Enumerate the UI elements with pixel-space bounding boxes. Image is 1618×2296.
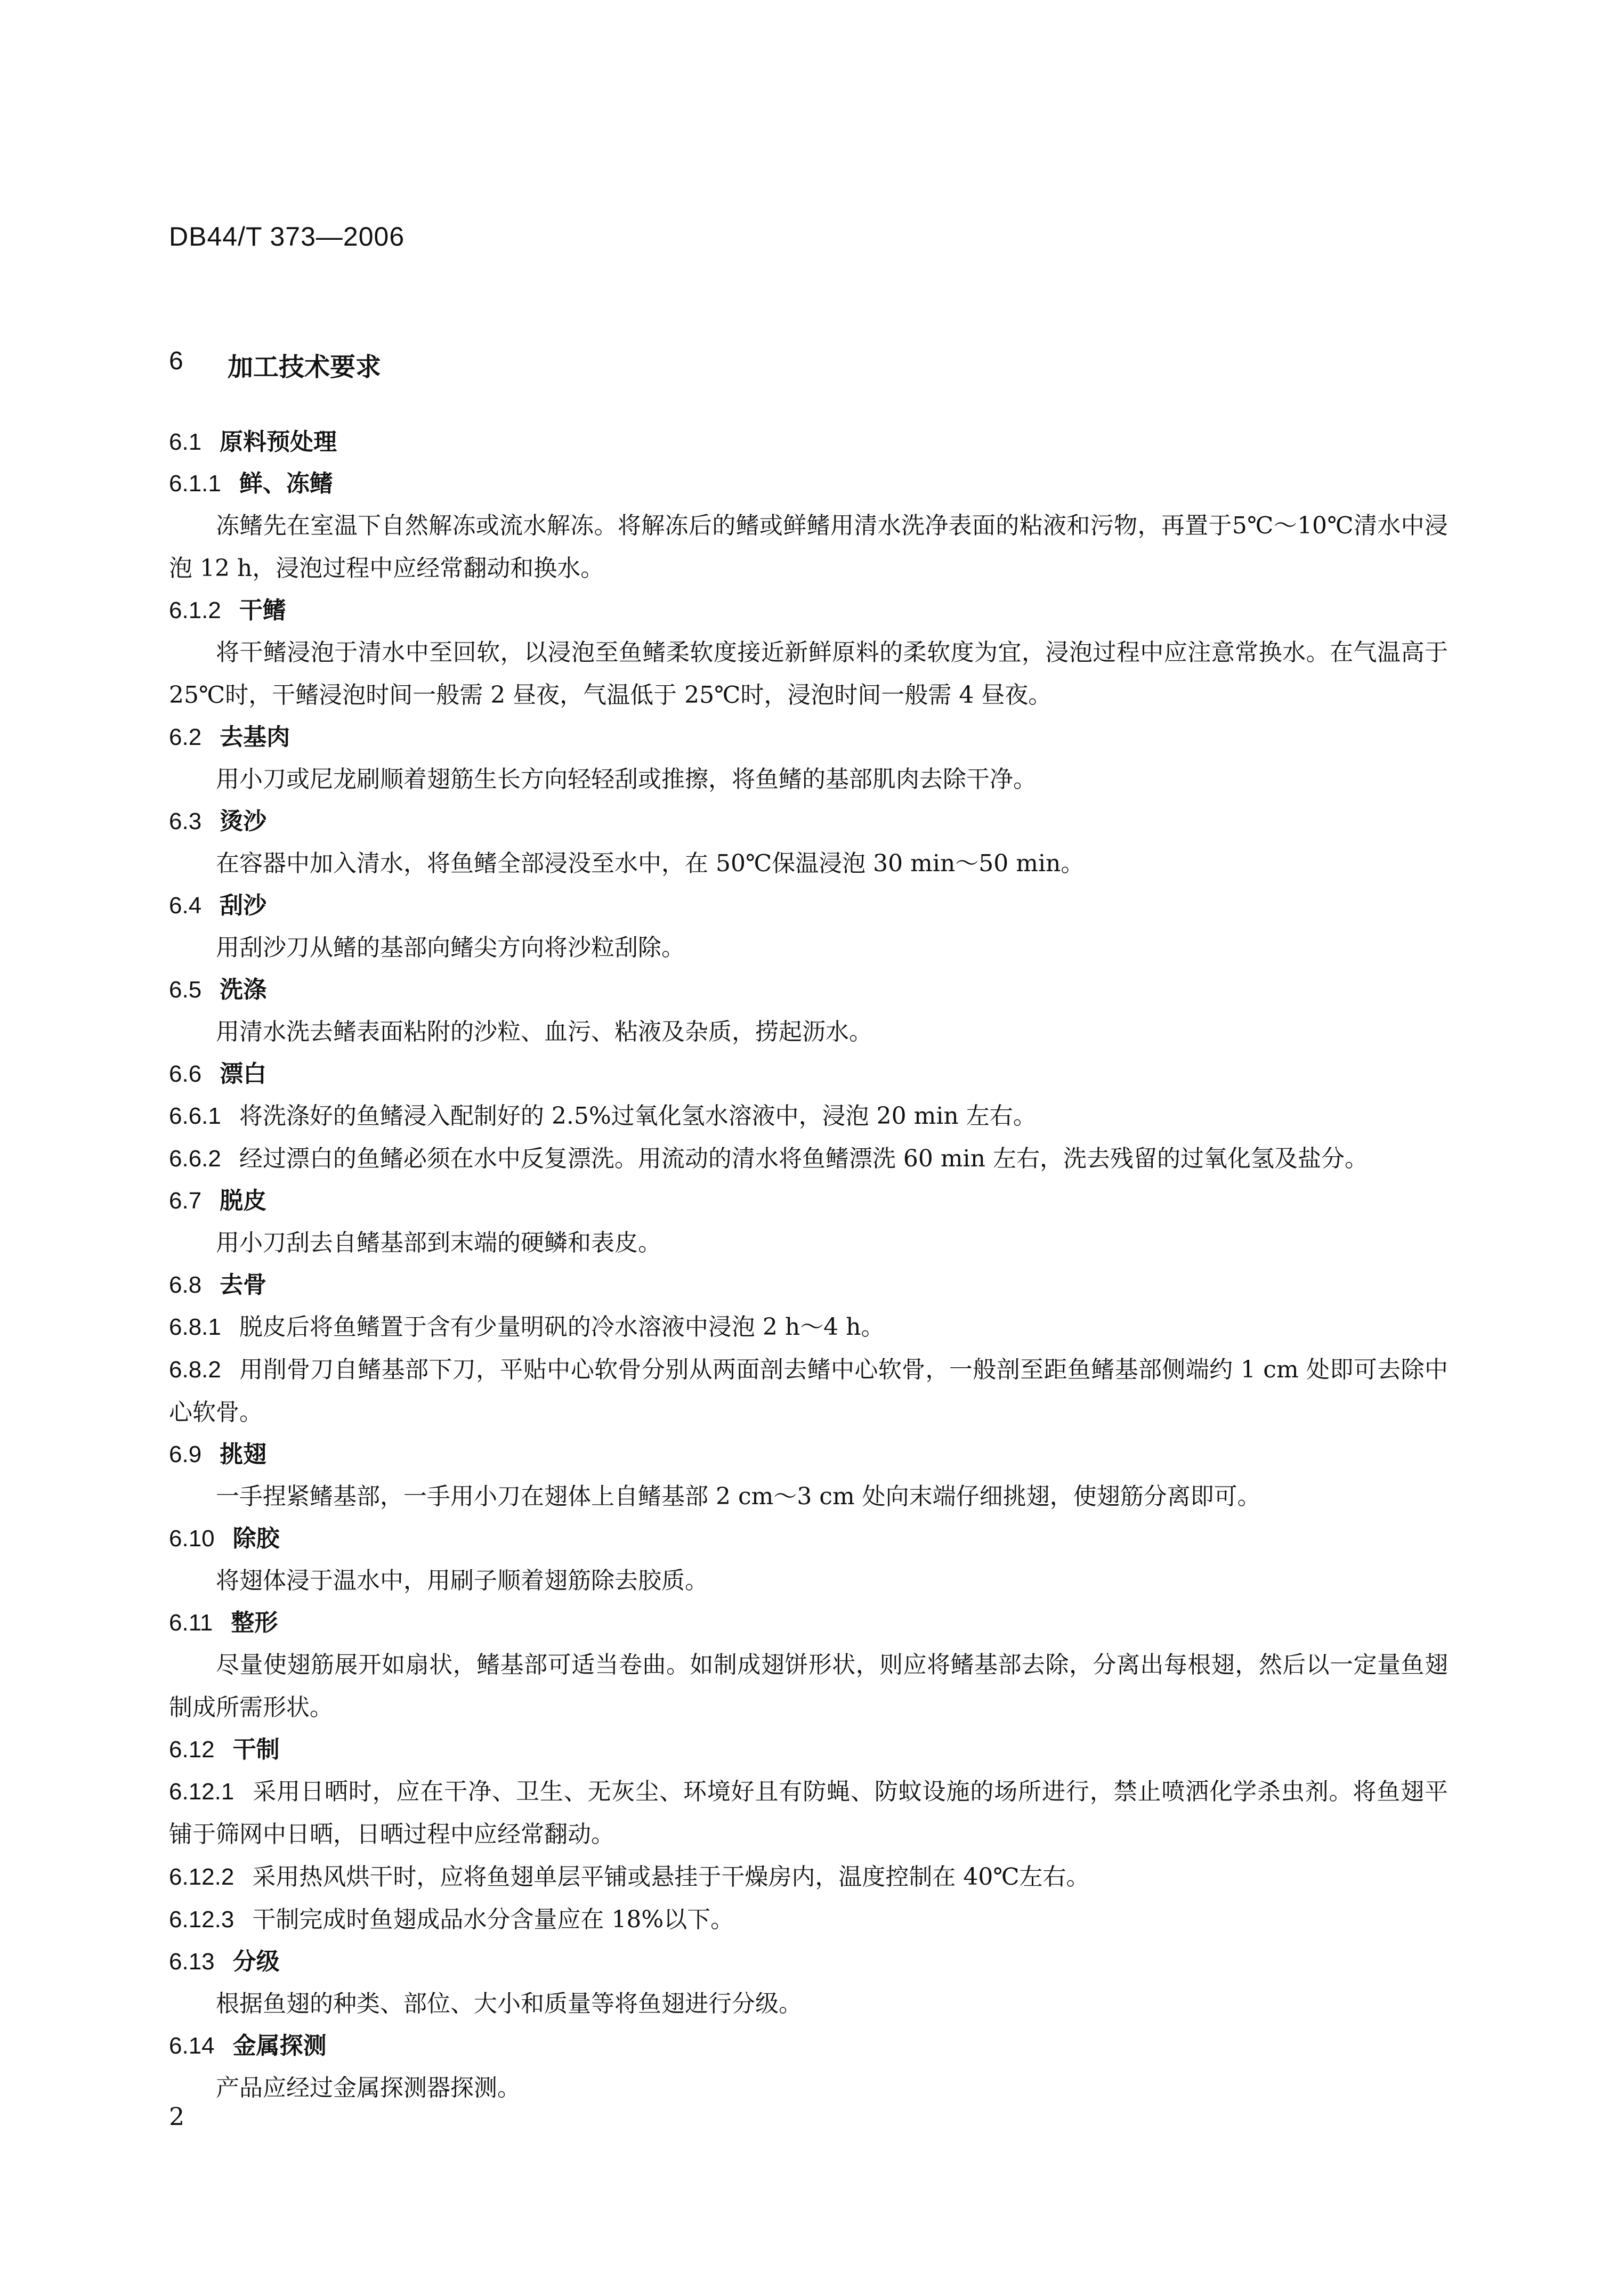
- section-title: 分级: [232, 1948, 280, 1975]
- section-text-6-11: 尽量使翅筋展开如扇状，鳍基部可适当卷曲。如制成翅饼形状，则应将鳍基部去除，分离出每根翅，然后以一定量鱼翅制成所需形状。: [169, 1651, 1448, 1721]
- clause-number: 6.12.3: [169, 1906, 234, 1933]
- section-number: 6.10: [169, 1526, 215, 1552]
- section-heading-6-6: [169, 1053, 1448, 1095]
- section-title: 干鳍: [239, 597, 286, 624]
- section-text-6-1-2: 将干鳍浸泡于清水中至回软，以浸泡至鱼鳍柔软度接近新鲜原料的柔软度为宜，浸泡过程中应注意常换水。在气温高于 25℃时，干鳍浸泡时间一般需 2 昼夜，气温低于 25℃时，浸泡时间一般需 4 昼夜。: [169, 639, 1448, 709]
- section-heading-6-2: [169, 717, 1448, 758]
- clause-number: 6.8.1: [169, 1314, 221, 1340]
- section-text-6-3: 在容器中加入清水，将鱼鳍全部浸没至水中，在 50℃保温浸泡 30 min～50 min。: [216, 850, 1085, 877]
- clause-text: 采用热风烘干时，应将鱼翅单层平铺或悬挂于干燥房内，温度控制在 40℃左右。: [252, 1863, 1090, 1891]
- section-heading-6-1-1: [169, 463, 1448, 505]
- section-title: 去骨: [220, 1271, 267, 1299]
- clause-6-6-1: [169, 1095, 1448, 1138]
- clause-text: 用削骨刀自鳍基部下刀，平贴中心软骨分别从两面剖去鳍中心软骨，一般剖至距鱼鳍基部侧端约 1 cm 处即可去除中心软骨。: [169, 1356, 1448, 1426]
- section-text-6-4: 用刮沙刀从鳍的基部向鳍尖方向将沙粒刮除。: [216, 934, 685, 961]
- section-title: 干制: [232, 1736, 280, 1763]
- clause-6-6-2: [169, 1138, 1448, 1180]
- section-heading-6-1-2: [169, 590, 1448, 631]
- section-title: 金属探测: [232, 2032, 327, 2059]
- section-heading-6-4: [169, 885, 1448, 927]
- clause-6-12-3: [169, 1899, 1448, 1941]
- section-text-6-10: 将翅体浸于温水中，用刷子顺着翅筋除去胶质。: [216, 1567, 708, 1594]
- document-body: [169, 346, 1448, 2110]
- clause-6-8-2: [169, 1349, 1448, 1434]
- section-number: 6.6: [169, 1061, 202, 1087]
- section-heading-6-1: [169, 421, 1448, 463]
- section-number: 6.1.2: [169, 597, 221, 623]
- section-title: 洗涤: [220, 976, 267, 1003]
- section-number: 6.8: [169, 1272, 202, 1298]
- clause-number: 6.6.1: [169, 1103, 221, 1129]
- clause-6-12-2: [169, 1856, 1448, 1899]
- section-number: 6.7: [169, 1188, 202, 1214]
- section-number: 6.13: [169, 1949, 215, 1975]
- section-heading-6-7: [169, 1180, 1448, 1222]
- section-heading-6-5: [169, 969, 1448, 1011]
- page-number: 2: [169, 2102, 185, 2131]
- section-title: 整形: [231, 1609, 278, 1636]
- section-title: 原料预处理: [220, 428, 337, 456]
- section-number: 6.4: [169, 893, 202, 919]
- chapter-number: 6: [169, 347, 183, 375]
- clause-text: 脱皮后将鱼鳍置于含有少量明矾的冷水溶液中浸泡 2 h～4 h。: [239, 1313, 885, 1341]
- clause-text: 采用日晒时，应在干净、卫生、无灰尘、环境好且有防蝇、防蚊设施的场所进行，禁止喷洒化学杀虫剂。将鱼翅平铺于筛网中日晒，日晒过程中应经常翻动。: [169, 1778, 1448, 1848]
- section-title: 烫沙: [220, 808, 267, 835]
- section-number: 6.2: [169, 724, 202, 750]
- section-heading-6-11: [169, 1602, 1448, 1644]
- clause-number: 6.6.2: [169, 1146, 221, 1172]
- section-number: 6.9: [169, 1441, 202, 1467]
- clause-text: 将洗涤好的鱼鳍浸入配制好的 2.5%过氧化氢水溶液中，浸泡 20 min 左右。: [239, 1102, 1037, 1130]
- clause-number: 6.12.1: [169, 1779, 234, 1805]
- clause-text: 经过漂白的鱼鳍必须在水中反复漂洗。用流动的清水将鱼鳍漂洗 60 min 左右，洗去残留的过氧化氢及盐分。: [239, 1145, 1368, 1172]
- section-heading-6-9: [169, 1434, 1448, 1475]
- section-number: 6.12: [169, 1737, 215, 1763]
- section-heading-6-13: [169, 1941, 1448, 1983]
- section-title: 鲜、冻鳍: [239, 470, 333, 497]
- section-title: 挑翅: [220, 1441, 267, 1468]
- section-number: 6.11: [169, 1610, 213, 1636]
- section-heading-6-3: [169, 801, 1448, 842]
- section-heading-6-12: [169, 1729, 1448, 1771]
- section-title: 刮沙: [220, 892, 267, 919]
- section-heading-6-10: [169, 1518, 1448, 1560]
- section-number: 6.14: [169, 2033, 215, 2059]
- clause-number: 6.12.2: [169, 1864, 234, 1890]
- clause-6-8-1: [169, 1306, 1448, 1349]
- section-number: 6.1.1: [169, 470, 221, 497]
- section-text-6-1-1: 冻鳍先在室温下自然解冻或流水解冻。将解冻后的鳍或鲜鳍用清水洗净表面的粘液和污物，再置于5℃～10℃清水中浸泡 12 h，浸泡过程中应经常翻动和换水。: [169, 512, 1448, 582]
- section-text-6-13: 根据鱼翅的种类、部位、大小和质量等将鱼翅进行分级。: [216, 1990, 802, 2017]
- chapter-title: 加工技术要求: [228, 352, 382, 382]
- clause-text: 干制完成时鱼翅成品水分含量应在 18%以下。: [252, 1906, 734, 1933]
- section-text-6-7: 用小刀刮去自鳍基部到末端的硬鳞和表皮。: [216, 1229, 661, 1256]
- document-code: DB44/T 373—2006: [169, 222, 405, 251]
- chapter-heading: [169, 346, 1448, 383]
- section-number: 6.5: [169, 977, 202, 1003]
- section-text-6-2: 用小刀或尼龙刷顺着翅筋生长方向轻轻刮或推擦，将鱼鳍的基部肌肉去除干净。: [216, 766, 1037, 793]
- section-text-6-14: 产品应经过金属探测器探测。: [216, 2074, 521, 2102]
- section-heading-6-14: [169, 2025, 1448, 2067]
- section-number: 6.3: [169, 808, 202, 834]
- section-title: 漂白: [220, 1060, 267, 1088]
- section-title: 除胶: [232, 1525, 280, 1552]
- section-title: 脱皮: [220, 1187, 267, 1214]
- section-heading-6-8: [169, 1264, 1448, 1306]
- section-title: 去基肉: [220, 724, 290, 751]
- clause-number: 6.8.2: [169, 1357, 221, 1383]
- clause-6-12-1: [169, 1771, 1448, 1856]
- section-number: 6.1: [169, 429, 202, 455]
- section-text-6-9: 一手捏紧鳍基部，一手用小刀在翅体上自鳍基部 2 cm～3 cm 处向末端仔细挑翅，使翅筋分离即可。: [216, 1483, 1261, 1510]
- section-text-6-5: 用清水洗去鳍表面粘附的沙粒、血污、粘液及杂质，捞起沥水。: [216, 1018, 872, 1045]
